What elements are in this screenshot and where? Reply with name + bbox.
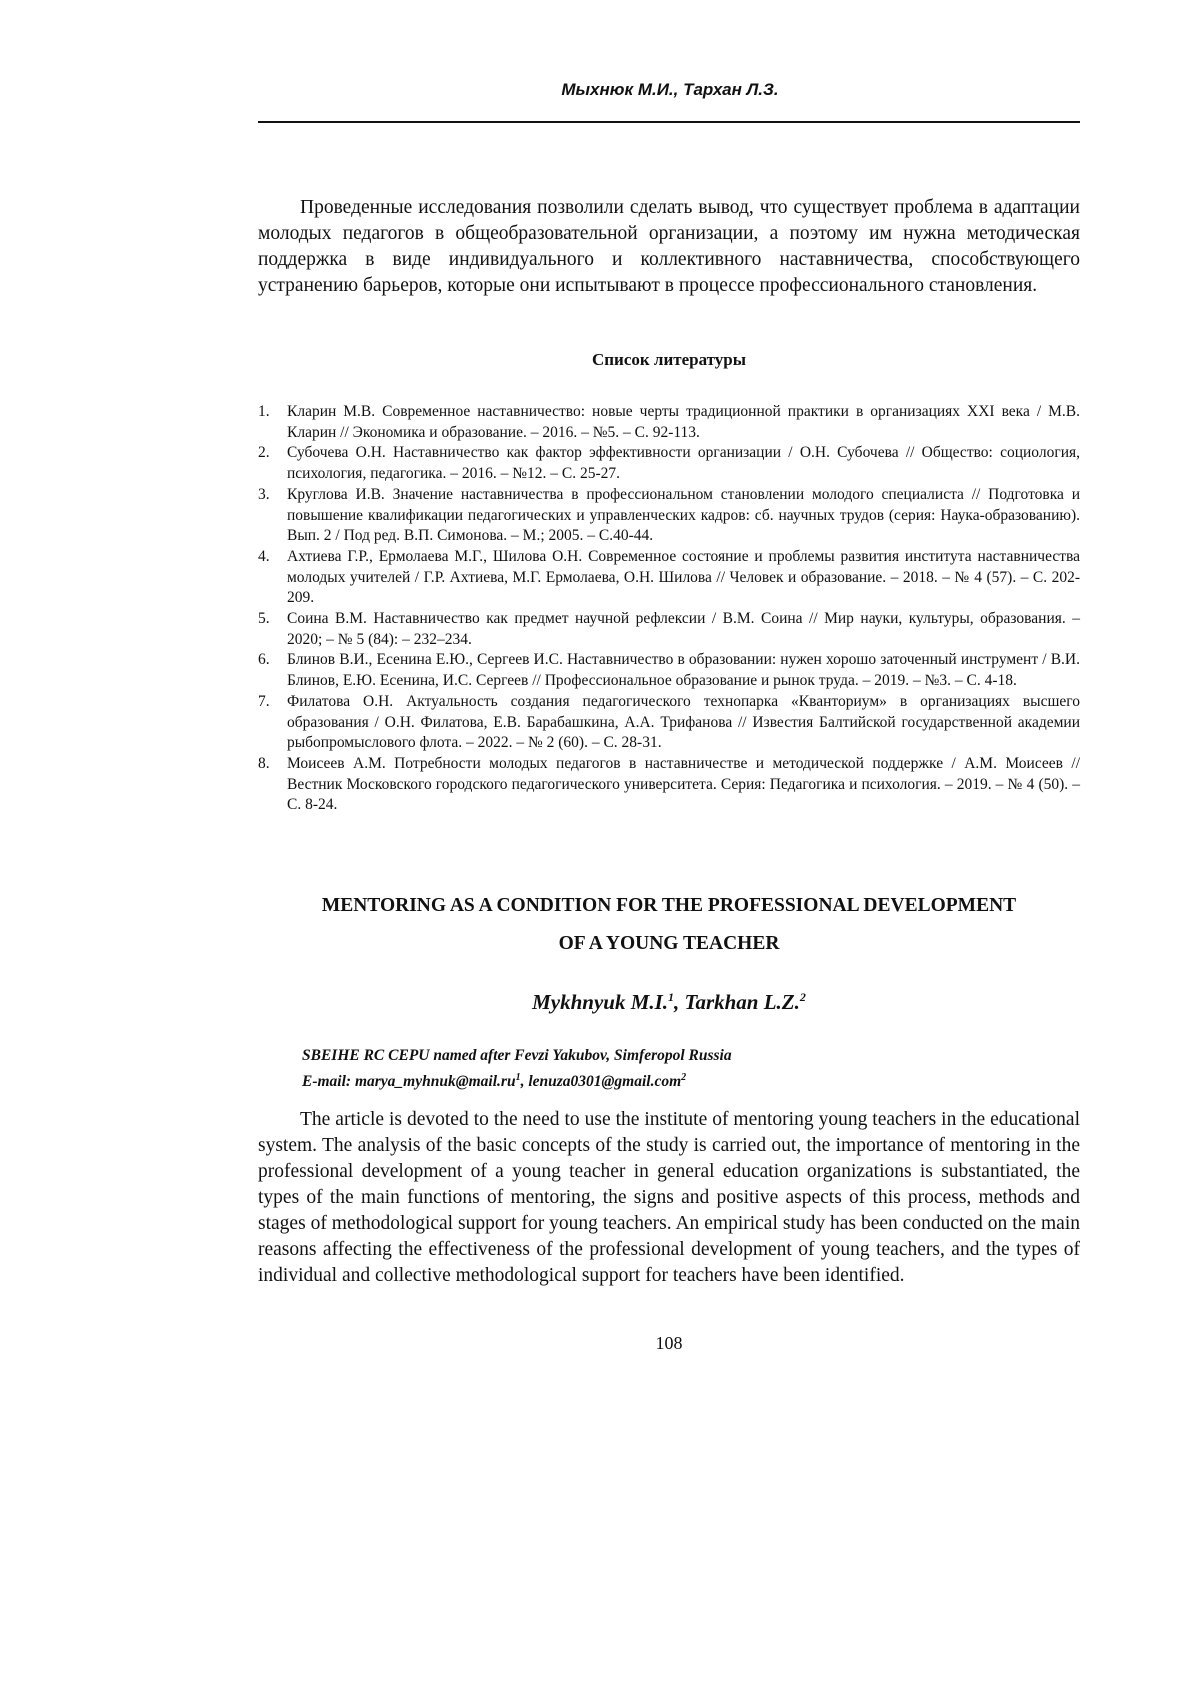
page-number: 108 <box>655 1333 683 1353</box>
reference-number: 1. <box>258 403 270 420</box>
running-header: Мыхнюк М.И., Тархан Л.З. <box>561 80 779 99</box>
email-separator: , <box>520 1073 529 1091</box>
reference-item <box>258 443 1080 484</box>
author-2: Tarkhan L.Z. <box>684 990 800 1014</box>
author-separator: , <box>674 990 685 1014</box>
reference-item <box>258 547 1080 609</box>
reference-number: 2. <box>258 444 270 462</box>
conclusion-paragraph: Проведенные исследования позволили сделать вывод, что существует проблема в адаптации молодых педагогов в общеобразовательной организации, а поэтому им нужна методическая поддержка в виде индивидуального и коллективного наставничества, способствующего устранению барьеров, которые они испытывают в процессе профессионального становления. <box>258 197 1080 296</box>
reference-item <box>258 485 1080 547</box>
email-2-mark: 2 <box>681 1072 687 1083</box>
reference-text: Блинов В.И., Есенина Е.Ю., Сергеев И.С. Наставничество в образовании: нужен хорошо заточенный инструмент / В.И. Блинов, Е.Ю. Есенина, И.С. Сергеев // Профессиональное образование и рынок труда. – 2019. – №3. – С. 4-18. <box>287 651 1080 690</box>
abstract-paragraph: The article is devoted to the need to use the institute of mentoring young teachers in the educational system. The analysis of the basic concepts of the study is carried out, the importance of mentoring in the professional development of a young teacher in general education organizations is substantiated, the types of the main functions of mentoring, the signs and positive aspects of this process, methods and stages of methodological support for young teachers. An empirical study has been conducted on the main reasons affecting the effectiveness of the professional development of young teachers, and the types of individual and collective methodological support for teachers have been identified. <box>258 1109 1080 1286</box>
reference-number: 7. <box>258 692 270 710</box>
reference-text: Круглова И.В. Значение наставничества в профессиональном становлении молодого специалиста // Подготовка и повышение квалификации педагогических и управленческих кадров: сб. научных трудов (серия: Наука-образованию). Вып. 2 / Под ред. В.П. Симонова. – М.; 2005. – С.40-44. <box>287 485 1080 545</box>
reference-number: 6. <box>258 651 270 669</box>
reference-item <box>258 650 1080 691</box>
email-label: E-mail: <box>302 1073 355 1091</box>
email-1: marya_myhnuk@mail.ru <box>354 1073 516 1091</box>
reference-item <box>258 754 1080 816</box>
reference-number: 3. <box>258 485 270 503</box>
reference-item <box>258 402 1080 443</box>
header-rule <box>258 121 1080 123</box>
authors-line <box>258 990 1080 1015</box>
english-title-line-1: MENTORING AS A CONDITION FOR THE PROFESSIONAL DEVELOPMENT <box>321 895 1017 916</box>
affiliation: SBEIHE RC CEPU named after Fevzi Yakubov, Simferopol Russia <box>302 1047 732 1064</box>
reference-number: 4. <box>258 547 270 565</box>
reference-item <box>258 609 1080 650</box>
email-1-mark: 1 <box>515 1072 521 1083</box>
author-1: Mykhnyuk M.I. <box>532 990 669 1014</box>
affiliation-block <box>302 1045 1062 1093</box>
email-2: lenuza0301@gmail.com <box>528 1073 682 1091</box>
author-2-affiliation-mark: 2 <box>799 990 806 1004</box>
reference-text: Кларин М.В. Современное наставничество: новые черты традиционной практики в организациях XXI века / М.В. Кларин // Экономика и образование. – 2016. – №5. – С. 92-113. <box>287 403 1080 441</box>
english-title <box>258 887 1080 963</box>
reference-text: Ахтиева Г.Р., Ермолаева М.Г., Шилова О.Н. Современное состояние и проблемы развития института наставничества молодых учителей / Г.Р. Ахтиева, М.Г. Ермолаева, О.Н. Шилова // Человек и образование. – 2018. – № 4 (57). – С. 202-209. <box>287 547 1080 607</box>
reference-item <box>258 692 1080 754</box>
references-list <box>258 402 1080 816</box>
email-line <box>302 1067 1062 1093</box>
reference-text: Филатова О.Н. Актуальность создания педагогического технопарка «Кванториум» в организациях высшего образования / О.Н. Филатова, Е.В. Барабашкина, А.А. Трифанова // Известия Балтийской государственной академии рыбопромыслового флота. – 2022. – № 2 (60). – С. 28-31. <box>287 692 1080 752</box>
reference-text: Соина В.М. Наставничество как предмет научной рефлексии / В.М. Соина // Мир науки, культуры, образования. – 2020; – № 5 (84): – 232–234. <box>287 610 1080 648</box>
reference-number: 8. <box>258 754 270 772</box>
english-title-line-2: OF A YOUNG TEACHER <box>558 933 780 954</box>
references-title: Список литературы <box>591 350 747 369</box>
reference-text: Субочева О.Н. Наставничество как фактор эффективности организации / О.Н. Субочева // Общество: социология, психология, педагогика. – 2016. – №12. – С. 25-27. <box>287 444 1080 483</box>
reference-number: 5. <box>258 610 270 628</box>
author-1-affiliation-mark: 1 <box>668 990 675 1004</box>
reference-text: Моисеев А.М. Потребности молодых педагогов в наставничестве и методической поддержке / А.М. Моисеев // Вестник Московского городского педагогического университета. Серия: Педагогика и психология. – 2019. – № 4 (50). – С. 8-24. <box>287 754 1080 814</box>
